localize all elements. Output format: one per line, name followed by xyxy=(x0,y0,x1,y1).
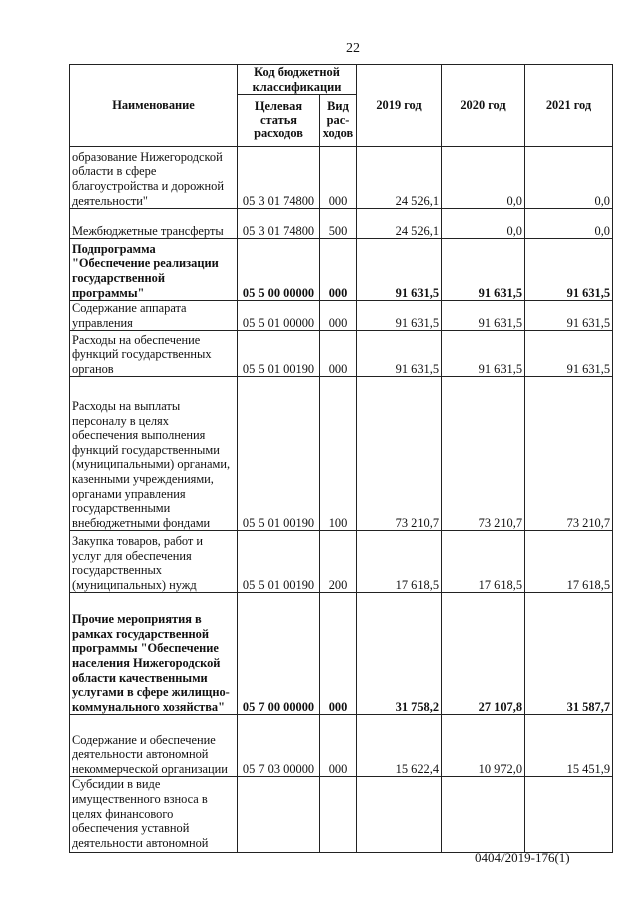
row-expense-type: 200 xyxy=(320,531,357,593)
document-code: 0404/2019-176(1) xyxy=(475,850,570,865)
row-value-2020: 91 631,5 xyxy=(442,301,525,331)
row-expense-type: 000 xyxy=(320,147,357,209)
row-value-2021: 0,0 xyxy=(525,147,613,209)
row-expense-type xyxy=(320,777,357,853)
row-value-2019: 91 631,5 xyxy=(357,331,442,377)
table-row xyxy=(70,209,613,239)
row-value-2019: 31 758,2 xyxy=(357,593,442,715)
row-value-2021: 91 631,5 xyxy=(525,301,613,331)
row-value-2020: 0,0 xyxy=(442,209,525,239)
row-target-code: 05 7 03 00000 xyxy=(238,715,320,777)
row-value-2019: 15 622,4 xyxy=(357,715,442,777)
budget-table xyxy=(69,64,613,853)
row-target-code: 05 5 01 00190 xyxy=(238,377,320,531)
table-row xyxy=(70,715,613,777)
table-row xyxy=(70,377,613,531)
row-expense-type: 000 xyxy=(320,715,357,777)
row-value-2021: 17 618,5 xyxy=(525,531,613,593)
row-name: Межбюджетные трансферты xyxy=(70,209,238,239)
row-name: Расходы на выплаты персоналу в целях обеспечения выполнения функций государственными (муниципальными) органами, казенными учреждениями, органами управления государственными внебюджетными фондами xyxy=(70,377,238,531)
row-value-2019: 24 526,1 xyxy=(357,209,442,239)
row-target-code: 05 5 01 00190 xyxy=(238,531,320,593)
row-value-2021 xyxy=(525,777,613,853)
row-value-2019 xyxy=(357,777,442,853)
row-value-2020: 0,0 xyxy=(442,147,525,209)
row-value-2021: 31 587,7 xyxy=(525,593,613,715)
row-expense-type: 000 xyxy=(320,331,357,377)
row-name: Субсидии в виде имущественного взноса в целях финансового обеспечения уставной деятельности автономной xyxy=(70,777,238,853)
row-name: Содержание аппарата управления xyxy=(70,301,238,331)
row-value-2020: 17 618,5 xyxy=(442,531,525,593)
table-row xyxy=(70,777,613,853)
row-expense-type: 000 xyxy=(320,593,357,715)
header-name: Наименование xyxy=(70,65,238,147)
row-name: Прочие мероприятия в рамках государственной программы "Обеспечение населения Нижегородской области качественными услугами в сфере жилищно-коммунального хозяйства" xyxy=(70,593,238,715)
row-target-code: 05 7 00 00000 xyxy=(238,593,320,715)
row-value-2019: 24 526,1 xyxy=(357,147,442,209)
table-row xyxy=(70,301,613,331)
row-value-2019: 91 631,5 xyxy=(357,301,442,331)
row-value-2020: 27 107,8 xyxy=(442,593,525,715)
header-2020: 2020 год xyxy=(442,65,525,147)
row-value-2021: 91 631,5 xyxy=(525,239,613,301)
header-2021: 2021 год xyxy=(525,65,613,147)
row-name: образование Нижегородской области в сфере благоустройства и дорожной деятельности" xyxy=(70,147,238,209)
row-target-code: 05 5 00 00000 xyxy=(238,239,320,301)
row-value-2021: 91 631,5 xyxy=(525,331,613,377)
header-expense-type: Вид рас-ходов xyxy=(320,95,357,147)
row-expense-type: 500 xyxy=(320,209,357,239)
header-code-group: Код бюджетной классификации xyxy=(238,65,357,95)
row-target-code: 05 5 01 00190 xyxy=(238,331,320,377)
row-value-2020: 91 631,5 xyxy=(442,331,525,377)
row-value-2019: 91 631,5 xyxy=(357,239,442,301)
table-row xyxy=(70,147,613,209)
row-expense-type: 000 xyxy=(320,301,357,331)
page-number: 22 xyxy=(346,41,360,56)
table-row xyxy=(70,593,613,715)
header-2019: 2019 год xyxy=(357,65,442,147)
row-value-2021: 0,0 xyxy=(525,209,613,239)
row-value-2019: 17 618,5 xyxy=(357,531,442,593)
table-row xyxy=(70,239,613,301)
row-name: Закупка товаров, работ и услуг для обеспечения государственных (муниципальных) нужд xyxy=(70,531,238,593)
row-value-2020: 10 972,0 xyxy=(442,715,525,777)
row-value-2021: 15 451,9 xyxy=(525,715,613,777)
row-value-2020: 91 631,5 xyxy=(442,239,525,301)
row-expense-type: 000 xyxy=(320,239,357,301)
row-value-2019: 73 210,7 xyxy=(357,377,442,531)
row-expense-type: 100 xyxy=(320,377,357,531)
row-name: Содержание и обеспечение деятельности автономной некоммерческой организации xyxy=(70,715,238,777)
row-target-code: 05 5 01 00000 xyxy=(238,301,320,331)
row-target-code: 05 3 01 74800 xyxy=(238,147,320,209)
table-row xyxy=(70,331,613,377)
row-name: Расходы на обеспечение функций государственных органов xyxy=(70,331,238,377)
row-value-2020 xyxy=(442,777,525,853)
header-target-article: Целевая статья расходов xyxy=(238,95,320,147)
row-value-2021: 73 210,7 xyxy=(525,377,613,531)
row-target-code xyxy=(238,777,320,853)
row-value-2020: 73 210,7 xyxy=(442,377,525,531)
row-target-code: 05 3 01 74800 xyxy=(238,209,320,239)
table-row xyxy=(70,531,613,593)
row-name: Подпрограмма "Обеспечение реализации государственной программы" xyxy=(70,239,238,301)
